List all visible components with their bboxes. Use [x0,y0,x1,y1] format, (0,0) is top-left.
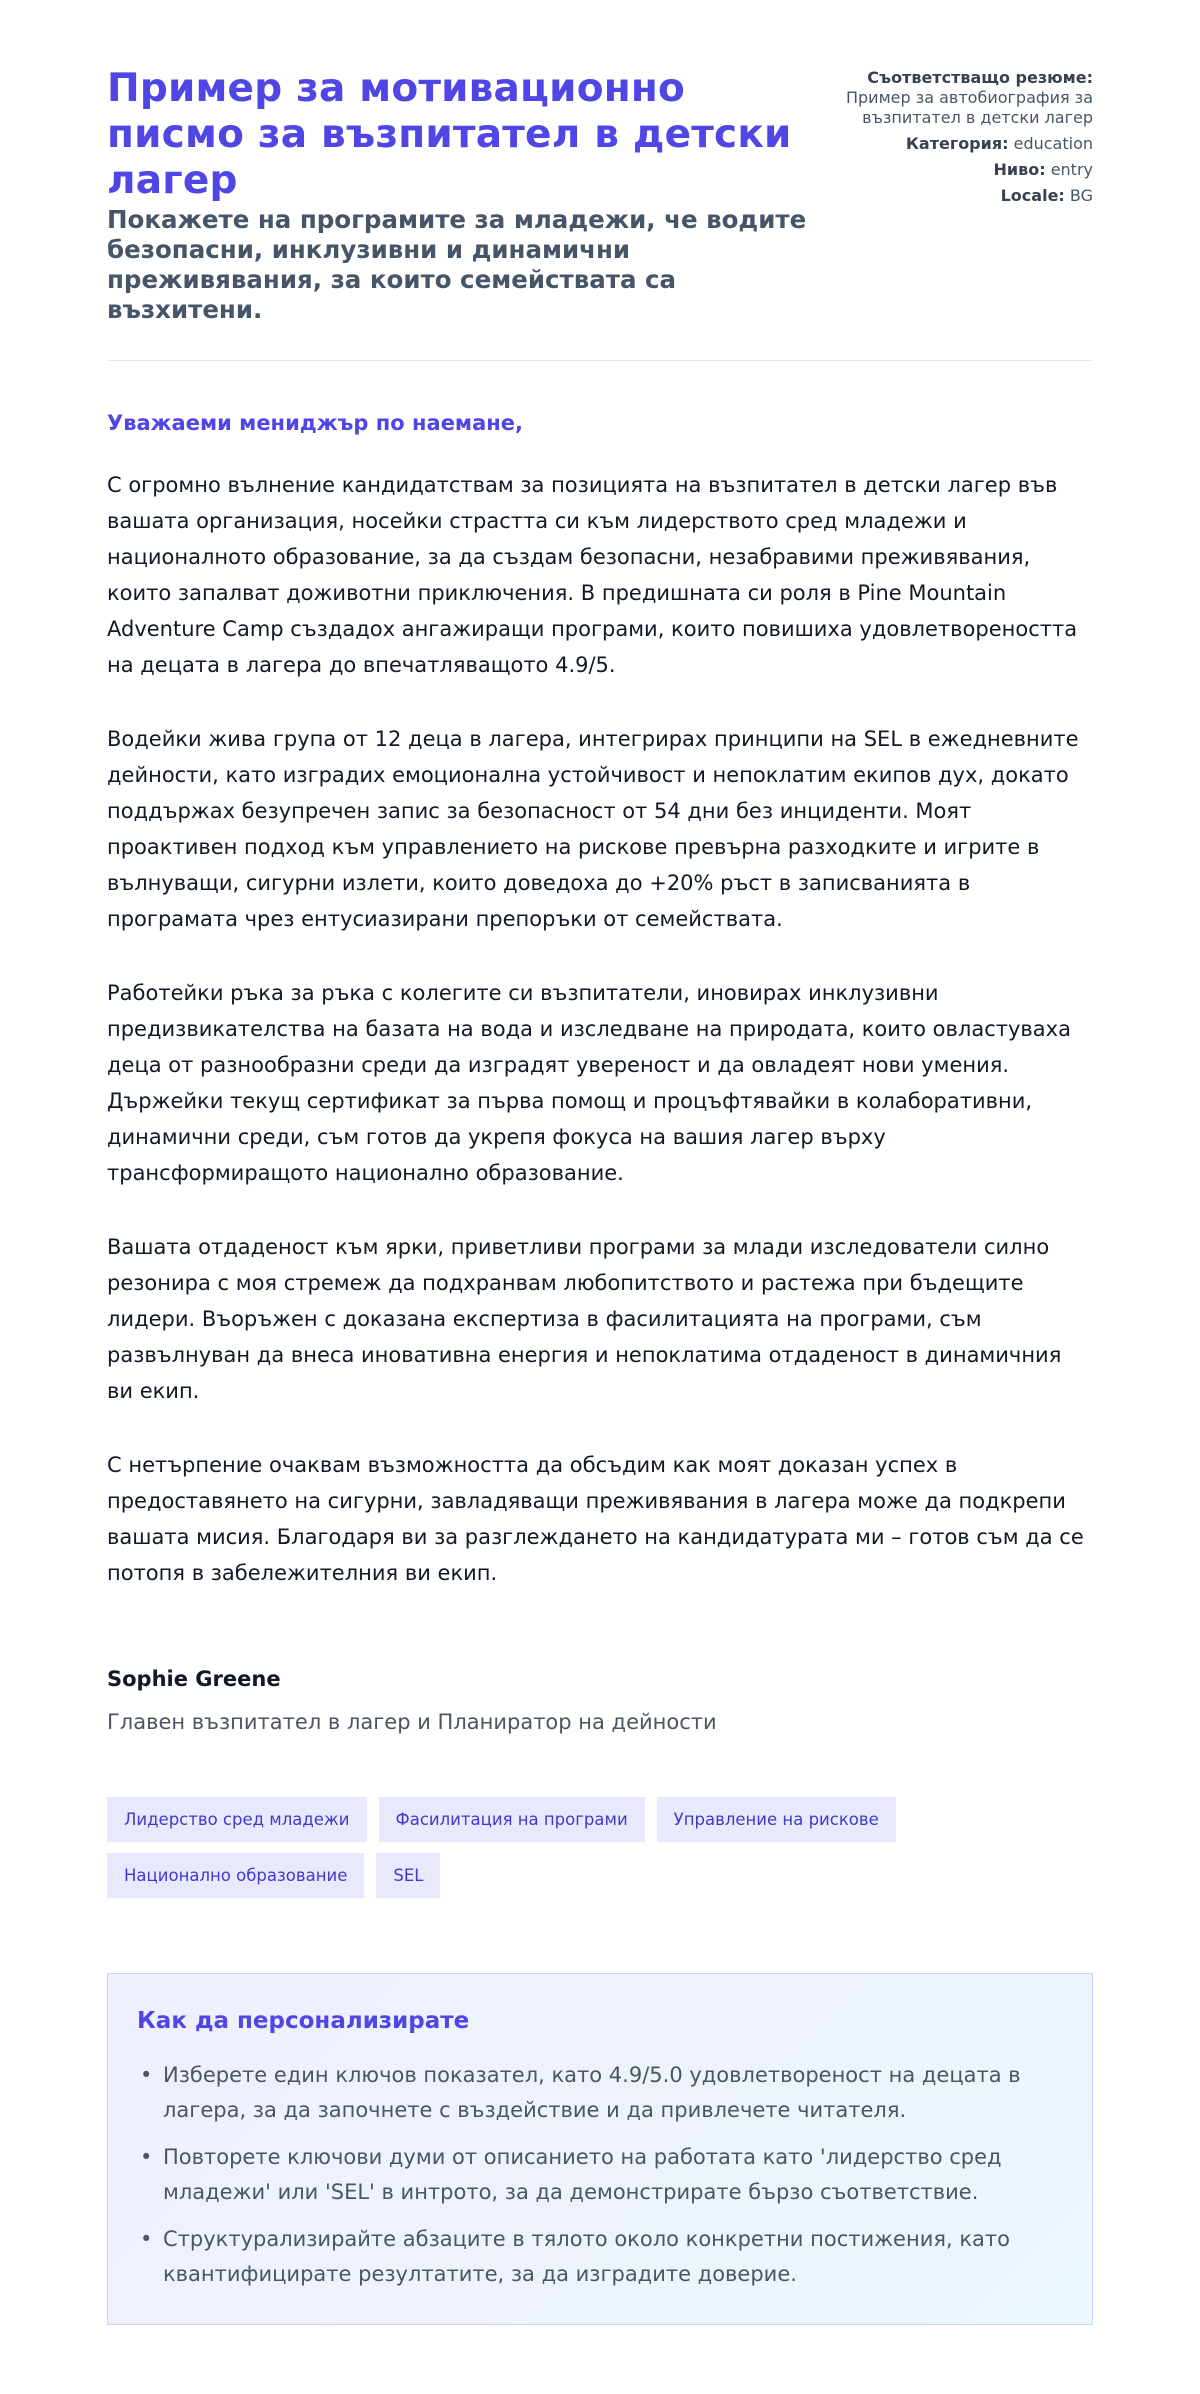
letter-greeting: Уважаеми мениджър по наемане, [107,411,524,435]
meta-category [833,134,1093,154]
page-title: Пример за мотивационно писмо за възпитател в детски лагер [107,66,792,203]
header [107,66,1093,362]
meta-level-value: entry [1050,160,1093,179]
tip-text: Изберете един ключов показател, като 4.9/5.0 удовлетвореност на децата в лагера, за да започнете с въздействие и да привлечете читателя. [163,2063,1021,2122]
meta-resume-link[interactable]: Пример за автобиография за възпитател в детски лагер [845,88,1093,127]
tip-item [137,2222,1064,2292]
skill-tag[interactable]: Национално образование [107,1853,364,1898]
meta-resume-label: Съответстващо резюме: [867,68,1093,87]
letter-paragraph: Водейки жива група от 12 деца в лагера, интегрирах принципи на SEL в ежедневните дейности, като изградих емоционална устойчивост и непоклатим екипов дух, докато поддържах безупречен запис за безопасност от 54 дни без инциденти. Моят проактивен подход към управлението на рискове превърна разходките и игрите в вълнуващи, сигурни излети, които доведоха до +20% ръст в записванията в програмата чрез ентусиазирани препоръки от семействата. [107,727,1079,931]
meta-panel [833,66,1093,206]
tips-list [137,2058,1064,2292]
skill-tag[interactable]: Фасилитация на програми [379,1797,645,1842]
meta-category-label: Категория: [905,134,1009,153]
meta-category-value: education [1013,134,1093,153]
letter-paragraph: С нетърпение очаквам възможността да обсъдим как моят доказан успех в предоставянето на сигурни, завладяващи преживявания в лагера може да подкрепи вашата мисия. Благодаря ви за разглеждането на кандидатурата ми – готов съм да се потопя в забележителния ви екип. [107,1453,1084,1585]
letter-body [107,467,1093,1629]
bullet-icon: • [140,2063,153,2087]
skill-tag[interactable]: Управление на рискове [657,1797,896,1842]
meta-level [833,160,1093,180]
tip-text: Повторете ключови думи от описанието на работата като 'лидерство сред младежи' или 'SEL' в интрото, за да демонстрирате бързо съответствие. [163,2145,1002,2204]
letter-paragraph: С огромно вълнение кандидатствам за позицията на възпитател в детски лагер във вашата организация, носейки страстта си към лидерството сред младежи и националното образование, за да създам безопасни, незабравими преживявания, които запалват доживотни приключения. В предишната си роля в Pine Mountain Adventure Camp създадох ангажиращи програми, които повишиха удовлетвореността на децата в лагера до впечатляващото 4.9/5. [107,473,1078,677]
meta-resume [833,68,1093,128]
signature-role: Главен възпитател в лагер и Планиратор на дейности [107,1710,717,1734]
skill-tag[interactable]: Лидерство сред младежи [107,1797,367,1842]
bullet-icon: • [140,2227,153,2251]
header-divider [107,360,1093,361]
letter-paragraph: Вашата отдаденост към ярки, приветливи програми за млади изследователи силно резонира с моя стремеж да подхранвам любопитството и растежа при бъдещите лидери. Въоръжен с доказана експертиза в фасилитацията на програми, съм развълнуван да внеса иновативна енергия и непоклатима отдаденост в динамичния ви екип. [107,1235,1062,1403]
meta-level-label: Ниво: [993,160,1046,179]
meta-locale-value: BG [1069,186,1093,205]
page-subtitle: Покажете на програмите за младежи, че водите безопасни, инклузивни и динамични преживявания, за които семействата са възхитени. [107,205,807,324]
customization-tips-box [107,1973,1093,2325]
tip-text: Структурализирайте абзаците в тялото около конкретни постижения, като квантифицирате резултатите, за да изградите доверие. [163,2227,1010,2286]
skill-tags [107,1797,1093,1898]
meta-locale-label: Locale: [1000,186,1065,205]
tip-item [137,2058,1064,2128]
skill-tag[interactable]: SEL [376,1853,440,1898]
tip-item [137,2140,1064,2210]
bullet-icon: • [140,2145,153,2169]
signature-name: Sophie Greene [107,1667,281,1691]
meta-locale [833,186,1093,206]
letter-paragraph: Работейки ръка за ръка с колегите си възпитатели, иновирах инклузивни предизвикателства на базата на вода и изследване на природата, които овластуваха деца от разнообразни среди да изградят увереност и да овладеят нови умения. Държейки текущ сертификат за първа помощ и процъфтявайки в колаборативни, динамични среди, съм готов да укрепя фокуса на вашия лагер върху трансформиращото национално образование. [107,981,1071,1185]
tips-title: Как да персонализирате [137,2008,470,2034]
